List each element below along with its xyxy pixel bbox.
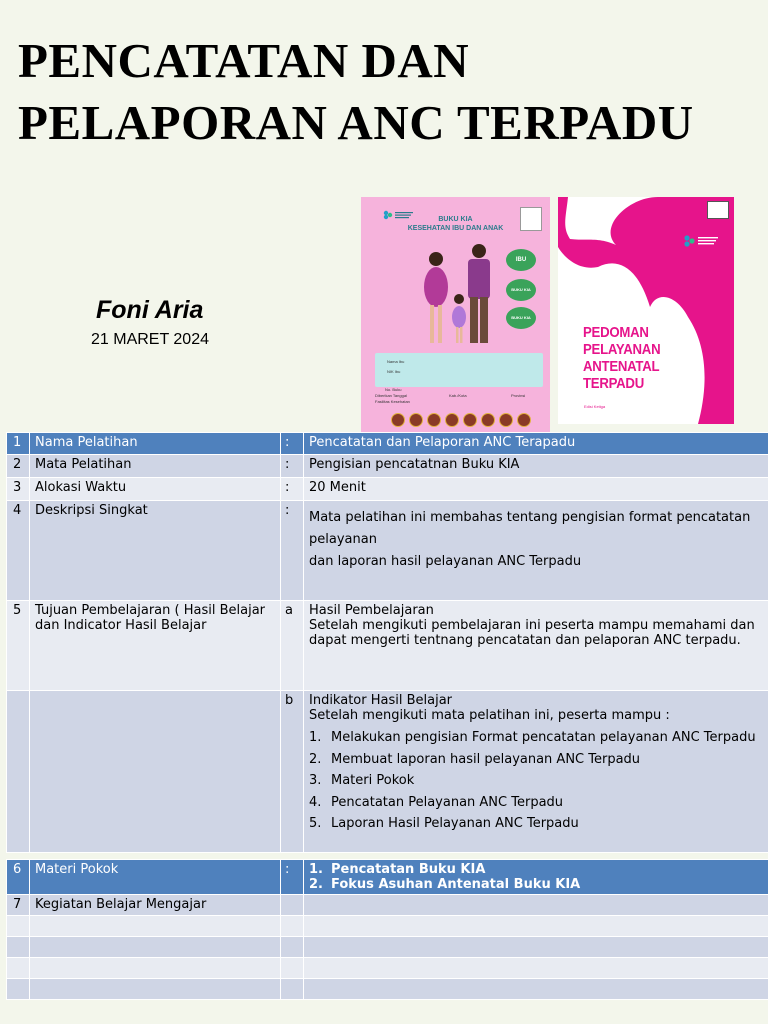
row-number: 4 [7, 501, 30, 601]
seal-icon [427, 413, 441, 427]
table-row [7, 958, 768, 979]
kia-title-line-2: KESEHATAN IBU DAN ANAK [407, 225, 504, 232]
row-label: Alokasi Waktu [30, 478, 281, 501]
author-name: Foni Aria [96, 296, 204, 324]
table-row [7, 916, 768, 937]
kia-title-line-1: BUKU KIA [438, 216, 473, 223]
table-row [7, 860, 768, 895]
row-value [304, 601, 768, 691]
row-number [7, 691, 30, 853]
seal-icon [409, 413, 423, 427]
row-value [304, 895, 768, 916]
page-title [18, 30, 758, 154]
table-row [7, 601, 768, 691]
row-separator: : [281, 860, 304, 895]
list-item: 3. Materi Pokok [309, 773, 415, 788]
row-separator [281, 895, 304, 916]
row-number: 2 [7, 455, 30, 478]
pedoman-line-4: TERPADU [583, 375, 644, 392]
identity-box [375, 353, 543, 387]
list-item: 2. Fokus Asuhan Antenatal Buku KIA [309, 877, 581, 892]
row-separator: a [281, 601, 304, 691]
field-provinsi: Provinsi [511, 393, 526, 398]
row-separator: : [281, 433, 304, 455]
list-item: 2. Membuat laporan hasil pelayanan ANC Terpadu [309, 751, 641, 767]
row-value: 20 Menit [304, 478, 768, 501]
table-spacer [7, 853, 768, 860]
row-value: Pencatatan dan Pelaporan ANC Terapadu [304, 433, 768, 455]
pedoman-line-3: ANTENATAL [583, 358, 660, 375]
row-separator: : [281, 455, 304, 478]
title-line-1: PENCATATAN DAN [18, 33, 470, 88]
field-kab-kota: Kab./Kota [449, 393, 467, 398]
row-label: Kegiatan Belajar Mengajar [30, 895, 281, 916]
indicator-list [309, 727, 763, 835]
outcome-heading: Hasil Pembelajaran [309, 603, 434, 618]
ibu-badge: IBU [506, 249, 536, 271]
table-row [7, 937, 768, 958]
title-line-2: PELAPORAN ANC TERPADU [18, 95, 694, 150]
row-separator: : [281, 501, 304, 601]
field-diberikan: Diberikan Tanggal [375, 393, 407, 398]
pedoman-line-1: PEDOMAN [583, 324, 649, 341]
table-row [7, 478, 768, 501]
row-value [304, 691, 768, 853]
kia-cover-title [361, 215, 550, 233]
row-label: Nama Pelatihan [30, 433, 281, 455]
table-row [7, 691, 768, 853]
table-row [7, 895, 768, 916]
description-line: dan laporan hasil pelayanan ANC Terpadu [309, 554, 582, 569]
field-no-buku: No. Buku [385, 387, 402, 392]
institution-seals [391, 413, 531, 427]
row-value: Pengisian pencatatnan Buku KIA [304, 455, 768, 478]
seal-icon [517, 413, 531, 427]
training-info-table [6, 432, 768, 1000]
row-number: 3 [7, 478, 30, 501]
description-line: pelayanan [309, 532, 377, 547]
kemenkes-logo-icon [682, 233, 722, 249]
table-row [7, 433, 768, 455]
seal-icon [391, 413, 405, 427]
buku-kia-cover-image [361, 197, 550, 433]
kia-badge-2: BUKU KIA [506, 279, 536, 301]
seal-icon [499, 413, 513, 427]
row-value [304, 860, 768, 895]
list-item: 1. Melakukan pengisian Format pencatatan pelayanan ANC Terpadu [309, 730, 756, 745]
row-separator: b [281, 691, 304, 853]
cover-tag-box [707, 201, 729, 219]
row-value [304, 501, 768, 601]
family-illustration [411, 237, 511, 351]
indicator-heading: Indikator Hasil Belajar [309, 693, 453, 708]
row-number: 1 [7, 433, 30, 455]
row-label [30, 691, 281, 853]
row-label: Materi Pokok [30, 860, 281, 895]
row-separator: : [281, 478, 304, 501]
presentation-date: 21 MARET 2024 [91, 331, 209, 348]
table-row [7, 501, 768, 601]
materi-list [309, 862, 763, 892]
row-label: Deskripsi Singkat [30, 501, 281, 601]
seal-icon [463, 413, 477, 427]
outcome-text: Setelah mengikuti pembelajaran ini peserta mampu memahami dan dapat mengerti tentnang pencatatan dan pelaporan ANC terpadu. [309, 618, 755, 648]
list-item: 5. Laporan Hasil Pelayanan ANC Terpadu [309, 816, 579, 831]
field-fasilitas: Fasilitas Kesehatan [375, 399, 410, 404]
kia-badge-3: BUKU KIA [506, 307, 536, 329]
edition-label: Edisi Ketiga [584, 404, 606, 409]
indicator-intro: Setelah mengikuti mata pelatihan ini, peserta mampu : [309, 708, 670, 723]
table-row [7, 455, 768, 478]
list-item: 4. Pencatatan Pelayanan ANC Terpadu [309, 794, 564, 810]
field-nama-ibu: Nama Ibu [387, 359, 405, 364]
pedoman-line-2: PELAYANAN [583, 341, 661, 358]
row-number: 6 [7, 860, 30, 895]
seal-icon [481, 413, 495, 427]
seal-icon [445, 413, 459, 427]
row-label: Mata Pelatihan [30, 455, 281, 478]
pedoman-cover-image [558, 197, 734, 424]
field-nik-ibu: NIK Ibu [387, 369, 401, 374]
description-line: Mata pelatihan ini membahas tentang pengisian format pencatatan [309, 510, 751, 525]
pedoman-title [583, 324, 660, 392]
table-row [7, 979, 768, 1000]
list-item: 1. Pencatatan Buku KIA [309, 862, 486, 877]
row-number: 5 [7, 601, 30, 691]
row-label: Tujuan Pembelajaran ( Hasil Belajar dan Indicator Hasil Belajar [30, 601, 281, 691]
row-number: 7 [7, 895, 30, 916]
